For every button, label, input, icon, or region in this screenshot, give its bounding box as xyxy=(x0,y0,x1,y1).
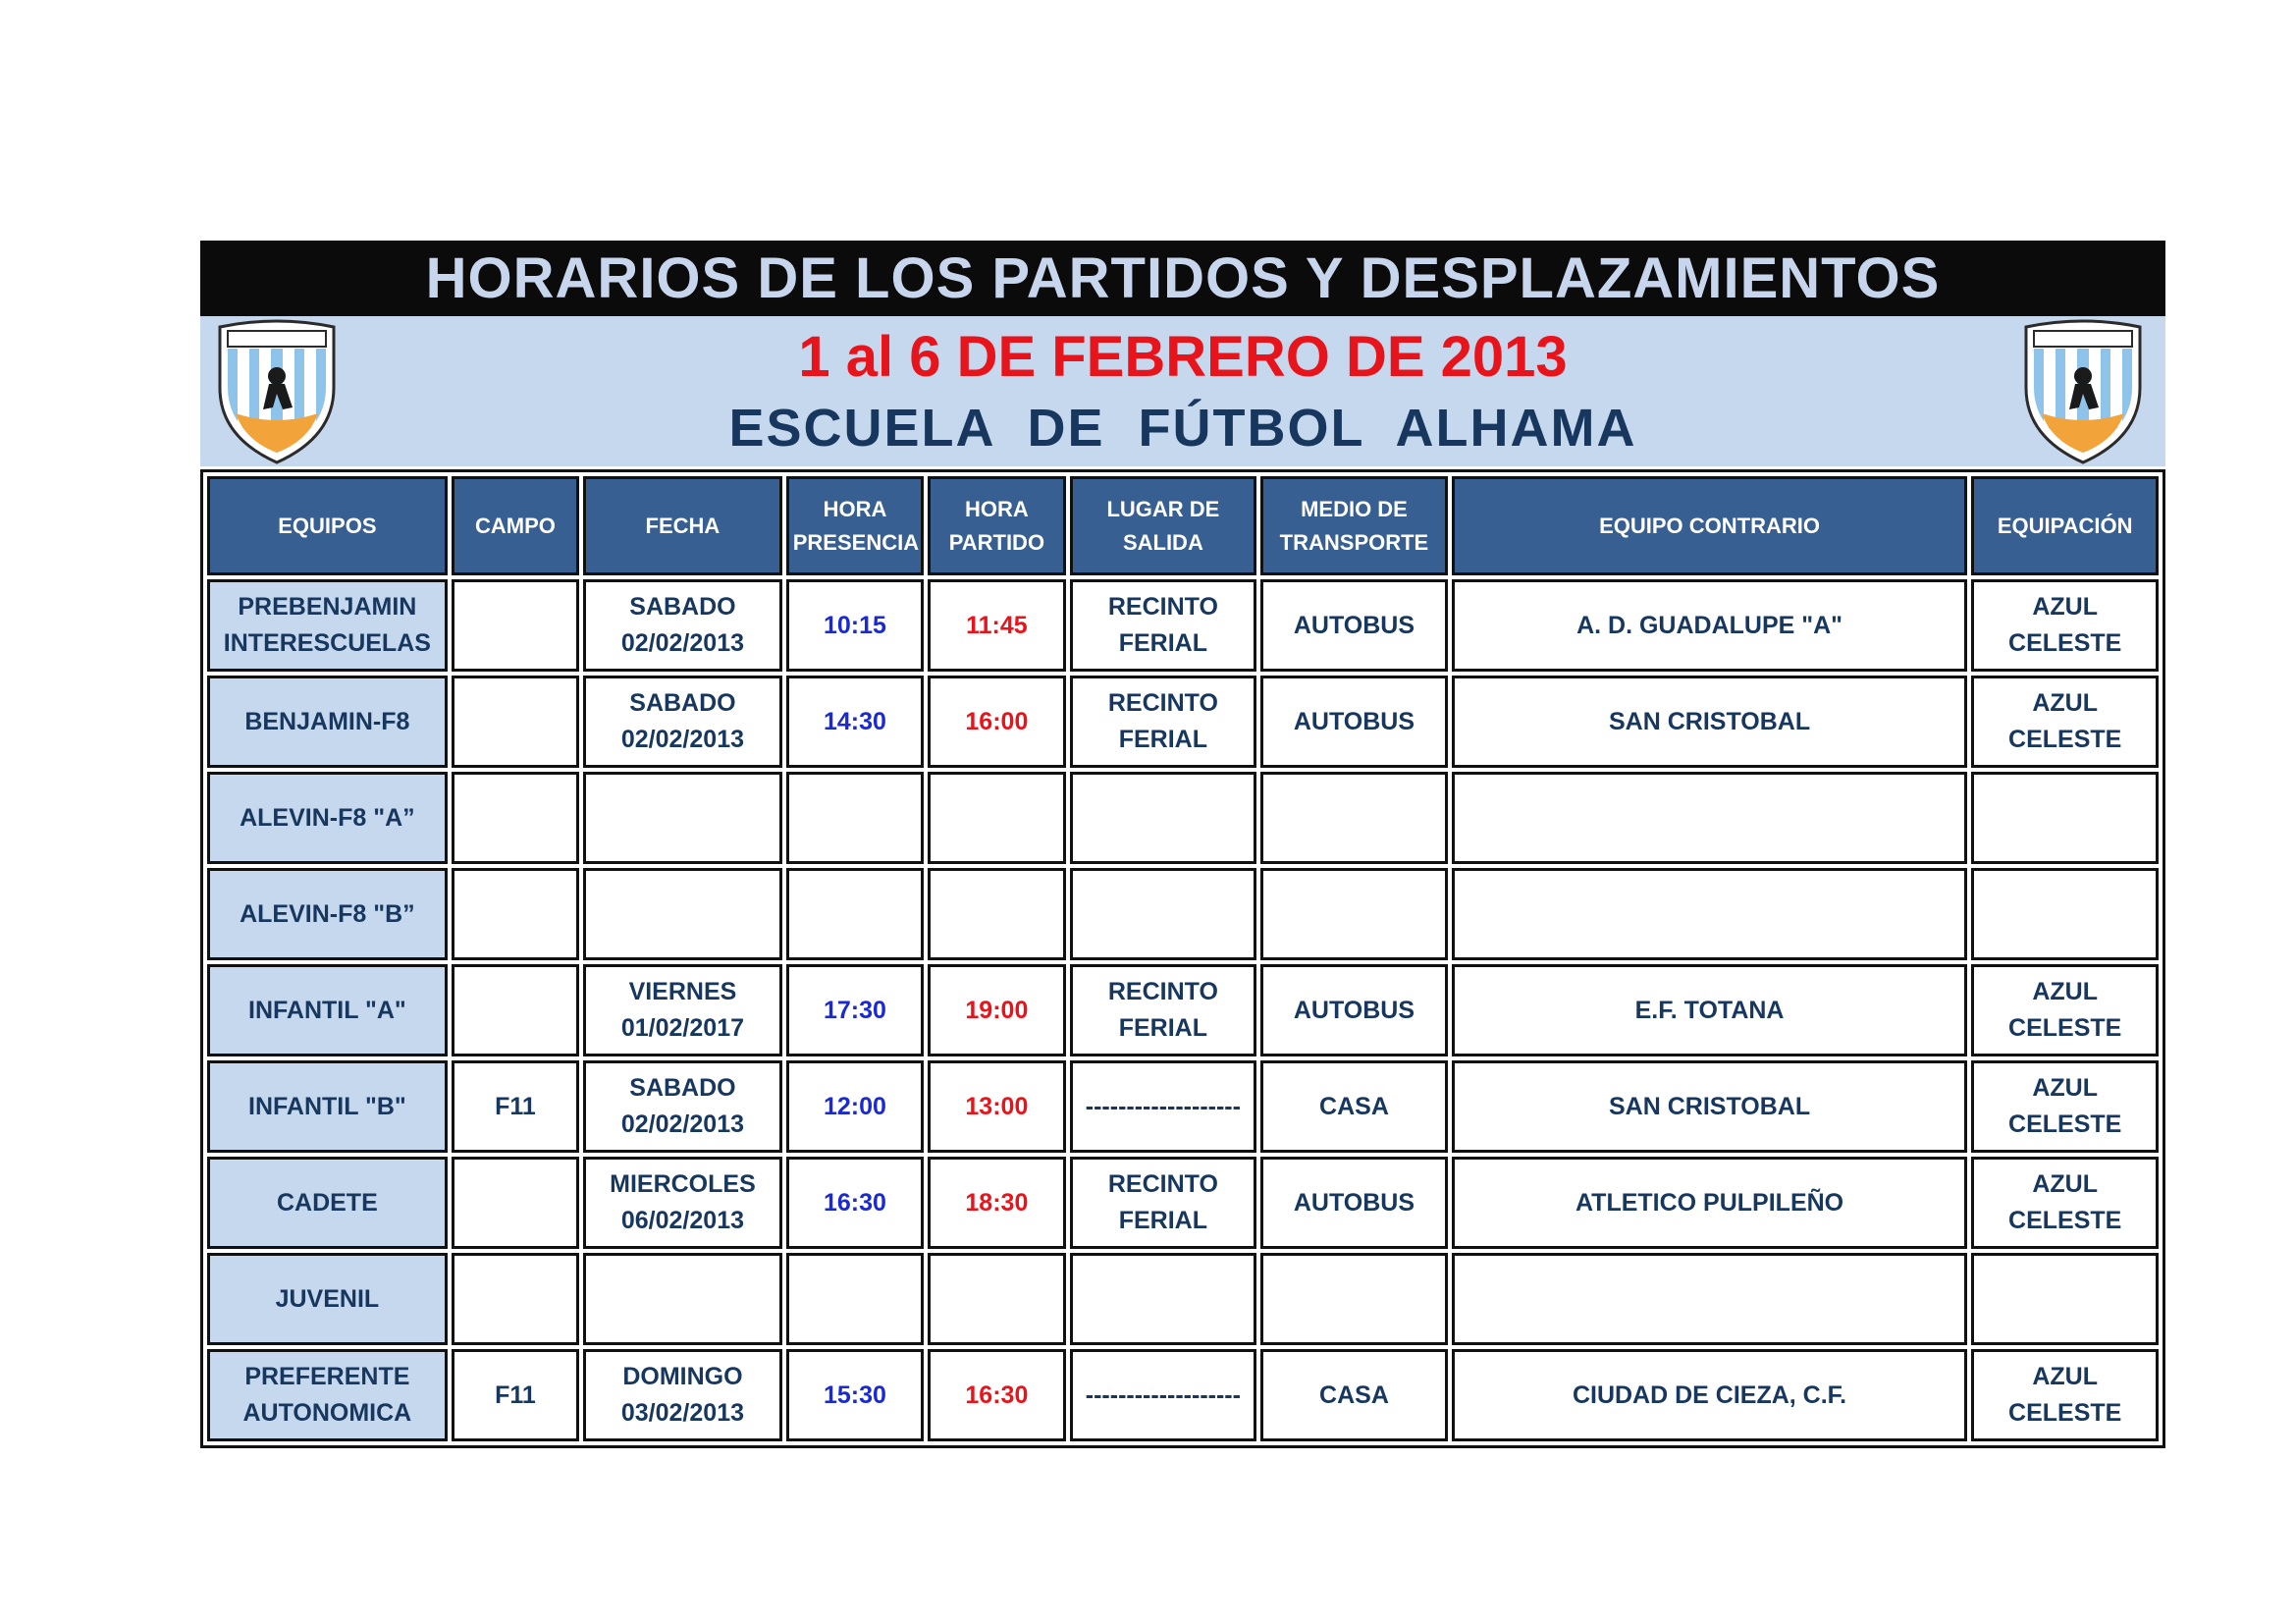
cell-text: AUTONOMICA xyxy=(242,1399,412,1427)
cell-lugar-salida xyxy=(1070,1349,1257,1441)
cell-text: 16:00 xyxy=(965,707,1029,735)
cell-fecha xyxy=(583,1253,782,1345)
cell-lugar-salida xyxy=(1070,1060,1257,1153)
cell-campo xyxy=(452,868,579,960)
cell-text: 13:00 xyxy=(965,1092,1029,1120)
cell-text: CADETE xyxy=(276,1188,378,1217)
cell-hora-presencia xyxy=(786,1157,924,1249)
cell-medio-transporte xyxy=(1260,1060,1448,1153)
cell-text: F11 xyxy=(495,1380,536,1409)
cell-lugar-salida xyxy=(1070,1253,1257,1345)
header-line: LUGAR DE xyxy=(1106,496,1220,521)
cell-team xyxy=(207,772,448,864)
cell-campo xyxy=(452,772,579,864)
cell-text: ATLETICO PULPILEÑO xyxy=(1575,1188,1844,1217)
cell-equipacion xyxy=(1971,772,2159,864)
cell-text: AZUL CELESTE xyxy=(2008,1074,2122,1138)
cell-lugar-salida xyxy=(1070,579,1257,672)
cell-campo xyxy=(452,579,579,672)
header-line: HORA xyxy=(964,496,1029,521)
cell-text: CASA xyxy=(1319,1380,1389,1409)
column-header-lugar-salida xyxy=(1070,476,1257,575)
column-header-equipo-contrario: EQUIPO CONTRARIO xyxy=(1452,476,1968,575)
cell-text: 01/02/2017 xyxy=(620,1014,744,1042)
cell-text: CIUDAD DE CIEZA, C.F. xyxy=(1572,1380,1847,1409)
cell-text: DOMINGO xyxy=(622,1363,743,1390)
cell-medio-transporte xyxy=(1260,772,1448,864)
cell-text: RECINTO xyxy=(1107,978,1218,1005)
cell-text: ------------------- xyxy=(1085,1380,1241,1409)
cell-text: FERIAL xyxy=(1118,629,1208,657)
header-line: SALIDA xyxy=(1122,529,1203,555)
cell-campo xyxy=(452,1157,579,1249)
cell-text: MIERCOLES xyxy=(610,1170,756,1198)
cell-text: 12:00 xyxy=(823,1092,886,1120)
cell-text: 18:30 xyxy=(965,1188,1029,1217)
cell-medio-transporte xyxy=(1260,1349,1448,1441)
cell-medio-transporte xyxy=(1260,1253,1448,1345)
cell-lugar-salida xyxy=(1070,964,1257,1056)
cell-text: AUTOBUS xyxy=(1293,996,1415,1024)
table-row xyxy=(207,1060,2159,1153)
cell-campo xyxy=(452,1253,579,1345)
cell-text: SABADO xyxy=(629,1074,736,1102)
page-title: HORARIOS DE LOS PARTIDOS Y DESPLAZAMIENTOS xyxy=(200,241,2165,316)
cell-text: AZUL CELESTE xyxy=(2008,1170,2122,1234)
table-row xyxy=(207,868,2159,960)
cell-text: CASA xyxy=(1319,1092,1389,1120)
cell-team xyxy=(207,1253,448,1345)
table-row xyxy=(207,964,2159,1056)
cell-team xyxy=(207,1157,448,1249)
cell-team xyxy=(207,676,448,768)
cell-fecha xyxy=(583,579,782,672)
cell-text: RECINTO xyxy=(1107,593,1218,621)
schedule-body xyxy=(207,579,2159,1441)
cell-equipo-contrario xyxy=(1452,579,1968,672)
cell-text: 17:30 xyxy=(823,996,886,1024)
cell-hora-partido xyxy=(928,1253,1065,1345)
cell-text: ALEVIN-F8 "A” xyxy=(240,803,415,832)
table-row xyxy=(207,579,2159,672)
schedule-sheet xyxy=(200,241,2165,1448)
table-row xyxy=(207,1253,2159,1345)
cell-text: SAN CRISTOBAL xyxy=(1609,707,1811,735)
cell-text: RECINTO xyxy=(1107,1170,1218,1198)
cell-medio-transporte xyxy=(1260,868,1448,960)
table-header-row xyxy=(207,476,2159,575)
cell-equipacion xyxy=(1971,1349,2159,1441)
cell-text: SABADO xyxy=(629,593,736,621)
cell-campo xyxy=(452,676,579,768)
header-line: HORA xyxy=(823,496,887,521)
cell-equipacion xyxy=(1971,579,2159,672)
cell-text: INTERESCUELAS xyxy=(223,629,431,657)
cell-text: INFANTIL "B" xyxy=(248,1092,406,1120)
cell-equipacion xyxy=(1971,1060,2159,1153)
column-header-fecha: FECHA xyxy=(583,476,782,575)
cell-text: AUTOBUS xyxy=(1293,611,1415,639)
cell-hora-partido xyxy=(928,676,1065,768)
cell-text: A. D. GUADALUPE "A" xyxy=(1576,611,1843,639)
cell-team xyxy=(207,1349,448,1441)
cell-text: 14:30 xyxy=(823,707,886,735)
cell-equipo-contrario xyxy=(1452,1060,1968,1153)
cell-lugar-salida xyxy=(1070,1157,1257,1249)
cell-text: 16:30 xyxy=(965,1380,1029,1409)
cell-text: PREFERENTE xyxy=(244,1363,410,1390)
cell-equipacion xyxy=(1971,676,2159,768)
cell-text: FERIAL xyxy=(1118,1014,1208,1042)
schedule-table xyxy=(200,469,2165,1448)
cell-fecha xyxy=(583,1060,782,1153)
table-row xyxy=(207,1349,2159,1441)
cell-text: RECINTO xyxy=(1107,689,1218,717)
cell-hora-presencia xyxy=(786,964,924,1056)
school-name: ESCUELA DE FÚTBOL ALHAMA xyxy=(728,399,1637,458)
cell-text: INFANTIL "A" xyxy=(248,996,406,1024)
cell-hora-presencia xyxy=(786,1349,924,1441)
cell-lugar-salida xyxy=(1070,772,1257,864)
cell-hora-presencia xyxy=(786,1253,924,1345)
table-row xyxy=(207,772,2159,864)
cell-equipo-contrario xyxy=(1452,868,1968,960)
header-line: TRANSPORTE xyxy=(1279,529,1429,555)
cell-text: SABADO xyxy=(629,689,736,717)
cell-hora-partido xyxy=(928,1157,1065,1249)
cell-hora-presencia xyxy=(786,676,924,768)
cell-equipacion xyxy=(1971,964,2159,1056)
cell-text: F11 xyxy=(495,1092,536,1120)
cell-text: 06/02/2013 xyxy=(620,1207,744,1234)
cell-equipo-contrario xyxy=(1452,1253,1968,1345)
cell-campo xyxy=(452,1349,579,1441)
column-header-campo: CAMPO xyxy=(452,476,579,575)
cell-equipo-contrario xyxy=(1452,772,1968,864)
cell-hora-presencia xyxy=(786,868,924,960)
cell-hora-partido xyxy=(928,868,1065,960)
cell-text: AUTOBUS xyxy=(1293,1188,1415,1217)
cell-text: PREBENJAMIN xyxy=(238,593,417,621)
cell-text: 10:15 xyxy=(823,611,886,639)
cell-campo xyxy=(452,1060,579,1153)
cell-team xyxy=(207,868,448,960)
header-line: PARTIDO xyxy=(948,529,1045,555)
cell-medio-transporte xyxy=(1260,964,1448,1056)
cell-text: AZUL CELESTE xyxy=(2008,1363,2122,1427)
cell-text: SAN CRISTOBAL xyxy=(1609,1092,1811,1120)
date-range-title: 1 al 6 DE FEBRERO DE 2013 xyxy=(798,325,1568,389)
cell-hora-presencia xyxy=(786,1060,924,1153)
cell-text: 11:45 xyxy=(966,611,1028,639)
cell-text: 03/02/2013 xyxy=(620,1399,744,1427)
column-header-equipacion: EQUIPACIÓN xyxy=(1971,476,2159,575)
cell-text: ------------------- xyxy=(1085,1092,1241,1120)
column-header-hora-presencia xyxy=(786,476,924,575)
cell-hora-partido xyxy=(928,579,1065,672)
cell-hora-partido xyxy=(928,1349,1065,1441)
cell-medio-transporte xyxy=(1260,1157,1448,1249)
cell-hora-partido xyxy=(928,964,1065,1056)
cell-medio-transporte xyxy=(1260,579,1448,672)
header-line: PRESENCIA xyxy=(792,529,920,555)
cell-equipacion xyxy=(1971,868,2159,960)
cell-lugar-salida xyxy=(1070,868,1257,960)
cell-equipo-contrario xyxy=(1452,676,1968,768)
subheader xyxy=(200,316,2165,466)
cell-equipacion xyxy=(1971,1157,2159,1249)
column-header-hora-partido xyxy=(928,476,1065,575)
header-line: MEDIO DE xyxy=(1301,496,1408,521)
cell-text: BENJAMIN-F8 xyxy=(244,707,410,735)
cell-text: 16:30 xyxy=(823,1188,886,1217)
cell-fecha xyxy=(583,1157,782,1249)
cell-fecha xyxy=(583,868,782,960)
cell-text: FERIAL xyxy=(1118,726,1208,753)
cell-text: E.F. TOTANA xyxy=(1634,996,1785,1024)
cell-text: 02/02/2013 xyxy=(620,629,744,657)
cell-text: JUVENIL xyxy=(275,1284,380,1313)
cell-text: VIERNES xyxy=(628,978,737,1005)
column-header-medio-transporte xyxy=(1260,476,1448,575)
cell-campo xyxy=(452,964,579,1056)
cell-equipo-contrario xyxy=(1452,1349,1968,1441)
cell-text: FERIAL xyxy=(1118,1207,1208,1234)
cell-text: AZUL CELESTE xyxy=(2008,593,2122,657)
cell-team xyxy=(207,964,448,1056)
cell-hora-presencia xyxy=(786,772,924,864)
cell-hora-partido xyxy=(928,772,1065,864)
table-row xyxy=(207,676,2159,768)
cell-text: 02/02/2013 xyxy=(620,726,744,753)
cell-text: AZUL CELESTE xyxy=(2008,689,2122,753)
cell-text: 19:00 xyxy=(965,996,1029,1024)
table-row xyxy=(207,1157,2159,1249)
cell-fecha xyxy=(583,676,782,768)
cell-team xyxy=(207,1060,448,1153)
cell-text: ALEVIN-F8 "B” xyxy=(240,899,415,928)
cell-fecha xyxy=(583,1349,782,1441)
cell-equipacion xyxy=(1971,1253,2159,1345)
cell-medio-transporte xyxy=(1260,676,1448,768)
cell-lugar-salida xyxy=(1070,676,1257,768)
cell-text: AUTOBUS xyxy=(1293,707,1415,735)
cell-text: 02/02/2013 xyxy=(620,1110,744,1138)
cell-hora-presencia xyxy=(786,579,924,672)
cell-fecha xyxy=(583,772,782,864)
cell-text: AZUL CELESTE xyxy=(2008,978,2122,1042)
cell-team xyxy=(207,579,448,672)
cell-hora-partido xyxy=(928,1060,1065,1153)
cell-text: 15:30 xyxy=(823,1380,886,1409)
cell-fecha xyxy=(583,964,782,1056)
cell-equipo-contrario xyxy=(1452,964,1968,1056)
cell-equipo-contrario xyxy=(1452,1157,1968,1249)
club-crest-icon xyxy=(2020,319,2146,464)
column-header-equipos: EQUIPOS xyxy=(207,476,448,575)
